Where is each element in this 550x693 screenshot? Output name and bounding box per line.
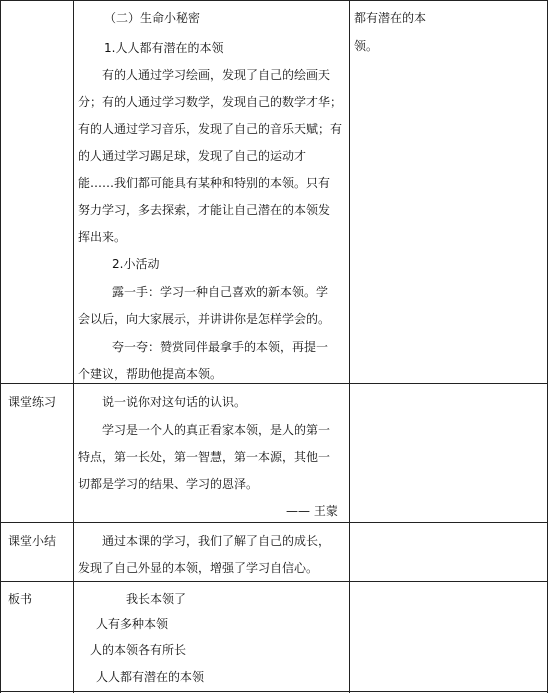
row-divider-2 — [0, 522, 548, 523]
board-line: 人人都有潜在的本领 — [96, 670, 205, 684]
paragraph-line: 挥出来。 — [78, 230, 127, 244]
activity-praise-line: 个建议，帮助他提高本领。 — [78, 367, 223, 381]
paragraph-line: 分；有的人通过学习数学，发现自己的数学才华； — [78, 95, 343, 109]
quote-line: 学习是一个人的真正看家本领，是人的第一 — [102, 423, 331, 437]
summary-line: 通过本课的学习，我们了解了自己的成长， — [102, 534, 331, 548]
board-line: 人有多种本领 — [96, 617, 169, 631]
point-2-title: 2.小活动 — [112, 257, 160, 271]
board-line: 人的本领各有所长 — [90, 643, 187, 657]
paragraph-line: 有的人通过学习音乐，发现了自己的音乐天赋；有 — [78, 122, 343, 136]
table-border-left — [0, 0, 1, 693]
table-border-right — [547, 0, 548, 693]
board-label: 板书 — [8, 592, 33, 606]
section-heading: （二）生命小秘密 — [104, 11, 201, 25]
practice-label: 课堂练习 — [8, 395, 57, 409]
note-line: 领。 — [354, 39, 379, 53]
paragraph-line: 努力学习，多去探索，才能让自己潜在的本领发 — [78, 203, 331, 217]
row-divider-3 — [0, 581, 548, 582]
activity-show-line: 露一手：学习一种自己喜欢的新本领。学 — [112, 285, 329, 299]
activity-praise-line: 夸一夸：赞赏同伴最拿手的本领，再提一 — [112, 340, 329, 354]
quote-attribution: —— 王蒙 — [286, 504, 338, 518]
activity-show-line: 会以后，向大家展示，并讲讲你是怎样学会的。 — [78, 312, 331, 326]
column-divider-2 — [349, 0, 350, 693]
summary-label: 课堂小结 — [8, 534, 57, 548]
board-line: 我长本领了 — [126, 592, 187, 606]
table-border-top — [0, 0, 548, 1]
row-divider-1 — [0, 383, 548, 384]
paragraph-line: 能……我们都可能具有某种和特别的本领。只有 — [78, 176, 331, 190]
practice-prompt: 说一说你对这句话的认识。 — [102, 395, 247, 409]
quote-line: 特点，第一长处，第一智慧，第一本源，其他一 — [78, 450, 331, 464]
table-border-bottom — [0, 691, 548, 692]
paragraph-line: 有的人通过学习绘画，发现了自己的绘画天 — [102, 68, 331, 82]
note-line: 都有潜在的本 — [354, 11, 427, 25]
summary-line: 发现了自己外显的本领，增强了学习自信心。 — [78, 561, 319, 575]
column-divider-1 — [73, 0, 74, 693]
quote-line: 切都是学习的结果、学习的恩泽。 — [78, 477, 259, 491]
point-1-title: 1.人人都有潜在的本领 — [104, 41, 224, 55]
paragraph-line: 的人通过学习踢足球，发现了自己的运动才 — [78, 149, 307, 163]
